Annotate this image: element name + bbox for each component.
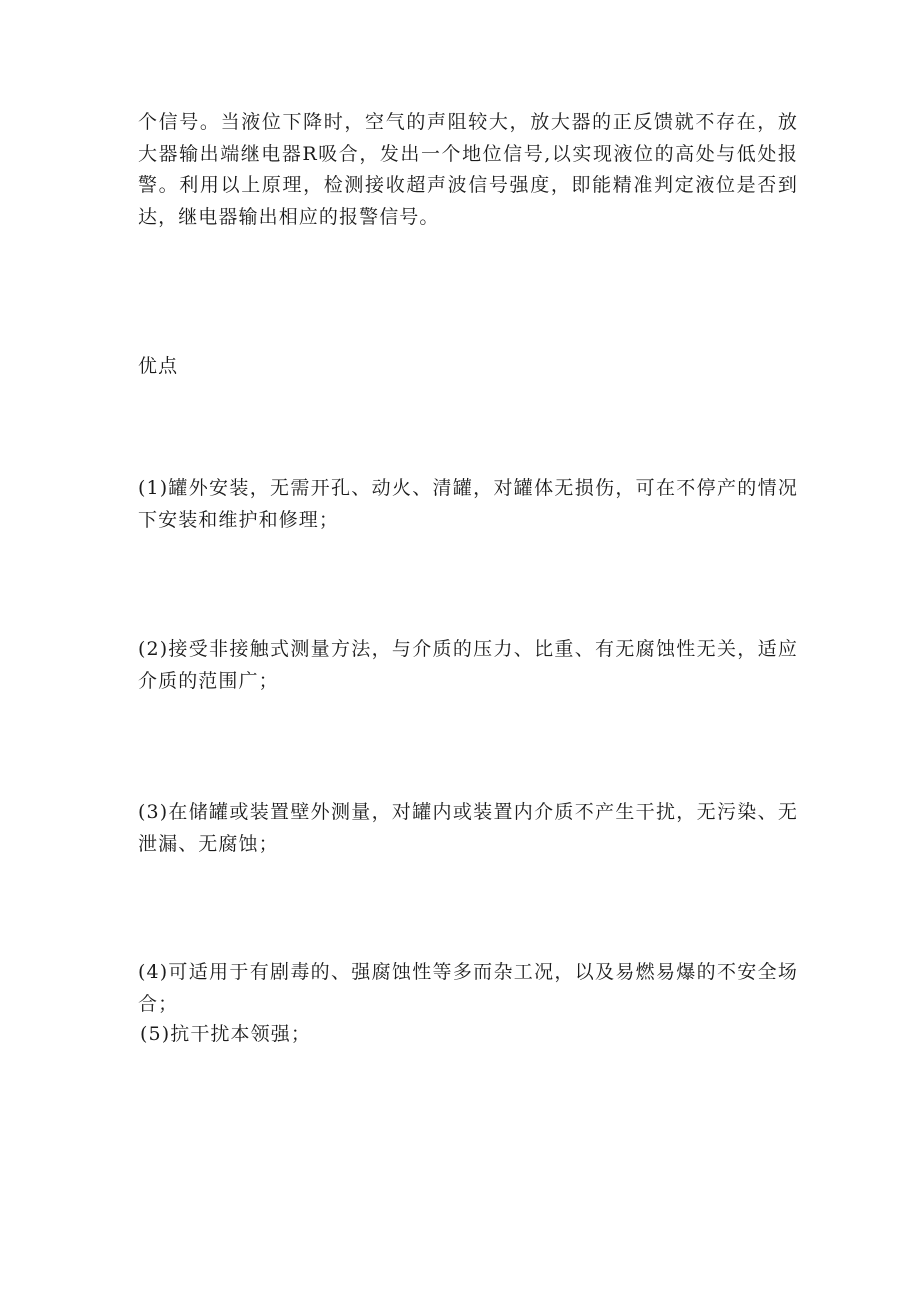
advantage-item-2: (2)接受非接触式测量方法，与介质的压力、比重、有无腐蚀性无关，适应介质的范围广； (138, 638, 798, 692)
advantage-item-1: (1)罐外安装，无需开孔、动火、清罐，对罐体无损伤，可在不停产的情况下安装和维护和修理； (138, 477, 798, 531)
intro-paragraph: 个信号。当液位下降时，空气的声阻较大，放大器的正反馈就不存在，放大器输出端继电器R吸合，发出一个地位信号,以实现液位的高处与低处报警。利用以上原理，检测接收超声波信号强度，即能精准判定液位是否到达，继电器输出相应的报警信号。 (138, 111, 798, 228)
advantage-item-3: (3)在储罐或装置壁外测量，对罐内或装置内介质不产生干扰，无污染、无泄漏、无腐蚀； (138, 801, 798, 855)
advantage-item-4: (4)可适用于有剧毒的、强腐蚀性等多而杂工况，以及易燃易爆的不安全场合； (138, 961, 798, 1015)
advantage-item-5: (5)抗干扰本领强； (140, 1023, 311, 1045)
section-heading-advantages: 优点 (138, 355, 179, 377)
